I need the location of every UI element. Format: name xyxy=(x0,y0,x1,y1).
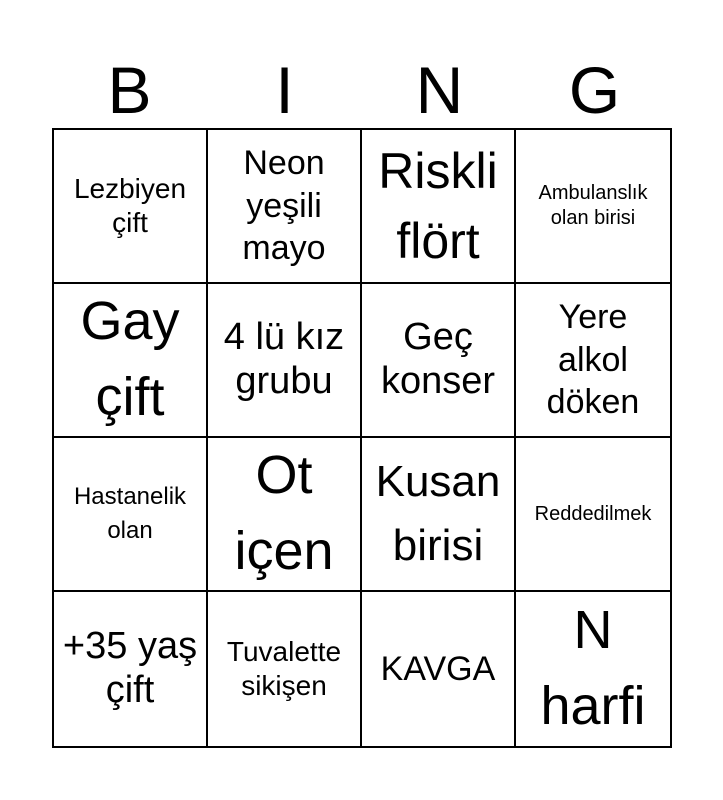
bingo-cell-label: Ambulanslık olan birisi xyxy=(538,182,648,229)
bingo-cell-label: KAVGA xyxy=(380,649,496,688)
bingo-cell-label: Hastanelik olan xyxy=(73,483,187,544)
bingo-cell-label: Yere alkol döken xyxy=(546,298,640,422)
bingo-board xyxy=(52,128,672,748)
bingo-header xyxy=(52,52,672,128)
bingo-cell[interactable] xyxy=(516,592,670,746)
header-letter-i: I xyxy=(275,53,294,127)
bingo-cell-label: Geç konser xyxy=(380,316,496,402)
bingo-cell[interactable] xyxy=(516,438,670,592)
bingo-cell-label: Riskli flört xyxy=(378,143,498,269)
bingo-cell[interactable] xyxy=(208,438,362,592)
header-letter-n: N xyxy=(415,53,464,127)
bingo-cell[interactable] xyxy=(208,592,362,746)
bingo-cell[interactable] xyxy=(54,130,208,284)
bingo-cell[interactable] xyxy=(54,284,208,438)
bingo-cell[interactable] xyxy=(362,284,516,438)
bingo-cell[interactable] xyxy=(362,592,516,746)
header-letter-b: B xyxy=(107,53,152,127)
bingo-cell-label: N harfi xyxy=(540,600,646,736)
bingo-cell[interactable] xyxy=(54,592,208,746)
bingo-cell[interactable] xyxy=(362,438,516,592)
header-letter-g: G xyxy=(568,53,621,127)
bingo-cell[interactable] xyxy=(362,130,516,284)
bingo-cell[interactable] xyxy=(208,284,362,438)
bingo-cell-label: Tuvalette sikişen xyxy=(226,636,342,701)
bingo-cell-label: 4 lü kız grubu xyxy=(223,316,345,402)
bingo-cell-label: +35 yaş çift xyxy=(62,625,198,711)
bingo-cell-label: Reddedilmek xyxy=(534,502,652,525)
bingo-cell-label: Neon yeşili mayo xyxy=(242,144,326,268)
bingo-cell-label: Ot içen xyxy=(234,445,334,581)
bingo-cell-label: Lezbiyen çift xyxy=(73,173,187,238)
bingo-cell-label: Gay çift xyxy=(80,291,180,427)
bingo-cell[interactable] xyxy=(54,438,208,592)
bingo-cell[interactable] xyxy=(208,130,362,284)
bingo-cell[interactable] xyxy=(516,284,670,438)
bingo-cell[interactable] xyxy=(516,130,670,284)
bingo-cell-label: Kusan birisi xyxy=(375,457,501,570)
